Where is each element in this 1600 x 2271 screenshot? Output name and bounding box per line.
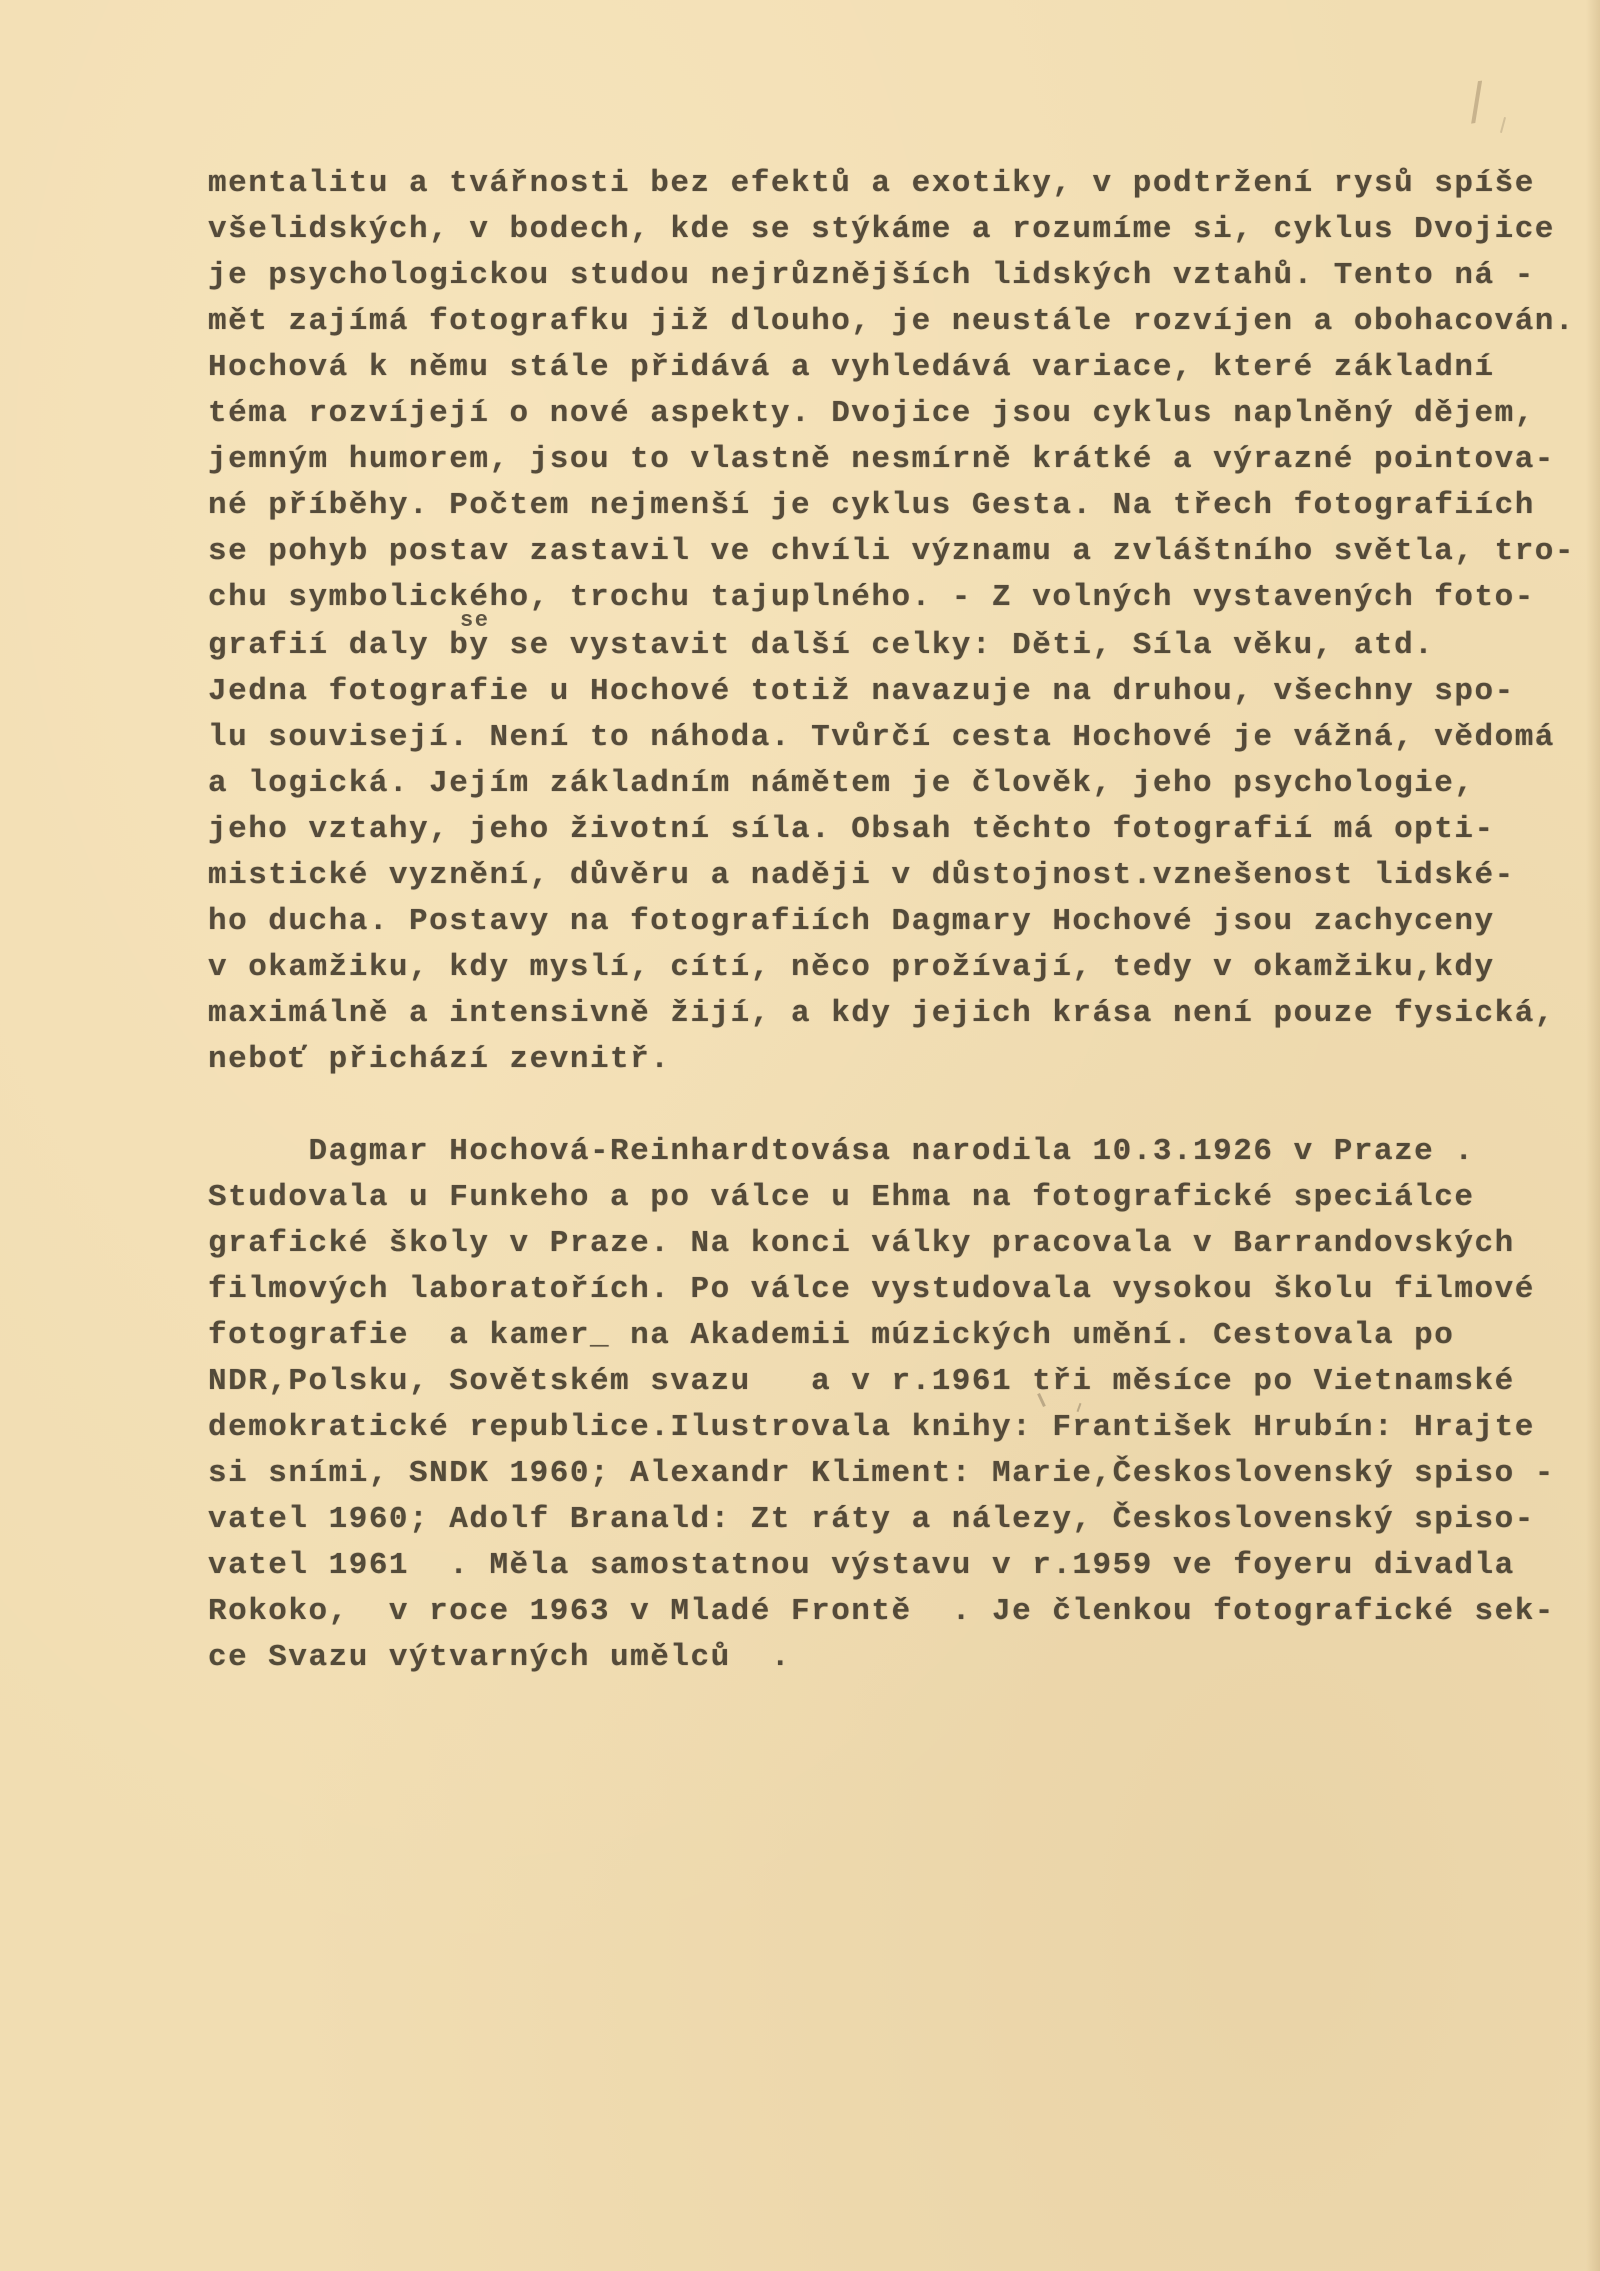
- text-line: grafické školy v Praze. Na konci války pracovala v Barrandovských: [208, 1226, 1515, 1261]
- text-line: fotografie a kamer_ na Akademii múzických umění. Cestovala po: [208, 1318, 1455, 1353]
- handwritten-correction: se: [460, 608, 490, 633]
- text-line: vatel 1960; Adolf Branald: Zt ráty a nálezy, Československý spiso-: [208, 1502, 1535, 1537]
- text-line: je psychologickou studou nejrůznějších lidských vztahů. Tento ná -: [208, 258, 1535, 293]
- text-line: mět zajímá fotografku již dlouho, je neustále rozvíjen a obohacován.: [208, 304, 1576, 339]
- text-line: Jedna fotografie u Hochové totiž navazuje na druhou, všechny spo-: [208, 674, 1515, 709]
- text-line: ho ducha. Postavy na fotografiích Dagmary Hochové jsou zachyceny: [208, 904, 1495, 939]
- text-line: maximálně a intensivně žijí, a kdy jejich krása není pouze fysická,: [208, 996, 1555, 1031]
- text-line: se pohyb postav zastavil ve chvíli významu a zvláštního světla, tro-: [208, 534, 1576, 569]
- text-line: Rokoko, v roce 1963 v Mladé Frontě . Je členkou fotografické sek-: [208, 1594, 1555, 1629]
- pencil-mark: /: [1464, 71, 1489, 131]
- text-line: filmových laboratořích. Po válce vystudovala vysokou školu filmové: [208, 1272, 1535, 1307]
- text-line: si sními, SNDK 1960; Alexandr Kliment: Marie,Československý spiso -: [208, 1456, 1555, 1491]
- text-line: mentalitu a tvářnosti bez efektů a exotiky, v podtržení rysů spíše: [208, 166, 1535, 201]
- text-line: jemným humorem, jsou to vlastně nesmírně krátké a výrazné pointova-: [208, 442, 1555, 477]
- text-line: demokratické republice.Ilustrovala knihy: František Hrubín: Hrajte: [208, 1410, 1535, 1445]
- text-line: Hochová k němu stále přidává a vyhledává variace, které základní: [208, 350, 1495, 385]
- ink-speck: [1500, 117, 1506, 133]
- text-line: né příběhy. Počtem nejmenší je cyklus Gesta. Na třech fotografiích: [208, 488, 1535, 523]
- text-line: mistické vyznění, důvěru a naději v důstojnost.vznešenost lidské-: [208, 858, 1515, 893]
- text-line: chu symbolického, trochu tajuplného. - Z volných vystavených foto-: [208, 580, 1535, 615]
- text-line: grafií daly by se vystavit další celky: Děti, Síla věku, atd.: [208, 628, 1435, 663]
- text-line: jeho vztahy, jeho životní síla. Obsah těchto fotografií má opti-: [208, 812, 1495, 847]
- text-line: Dagmar Hochová-Reinhardtovása narodila 10.3.1926 v Praze .: [208, 1134, 1475, 1169]
- text-line: lu souvisejí. Není to náhoda. Tvůrčí cesta Hochové je vážná, vědomá: [208, 720, 1555, 755]
- text-line: v okamžiku, kdy myslí, cítí, něco prožívají, tedy v okamžiku,kdy: [208, 950, 1495, 985]
- text-line: neboť přichází zevnitř.: [208, 1042, 671, 1077]
- text-line: všelidských, v bodech, kde se stýkáme a rozumíme si, cyklus Dvojice: [208, 212, 1555, 247]
- text-line: NDR,Polsku, Sovětském svazu a v r.1961 tři měsíce po Vietnamské: [208, 1364, 1515, 1399]
- text-line: téma rozvíjejí o nové aspekty. Dvojice jsou cyklus naplněný dějem,: [208, 396, 1535, 431]
- text-line: ce Svazu výtvarných umělců .: [208, 1640, 791, 1675]
- text-line: a logická. Jejím základním námětem je člověk, jeho psychologie,: [208, 766, 1475, 801]
- text-line: vatel 1961 . Měla samostatnou výstavu v r.1959 ve foyeru divadla: [208, 1548, 1515, 1583]
- page-edge-shadow: [1586, 0, 1600, 2271]
- text-line: Studovala u Funkeho a po válce u Ehma na fotografické speciálce: [208, 1180, 1475, 1215]
